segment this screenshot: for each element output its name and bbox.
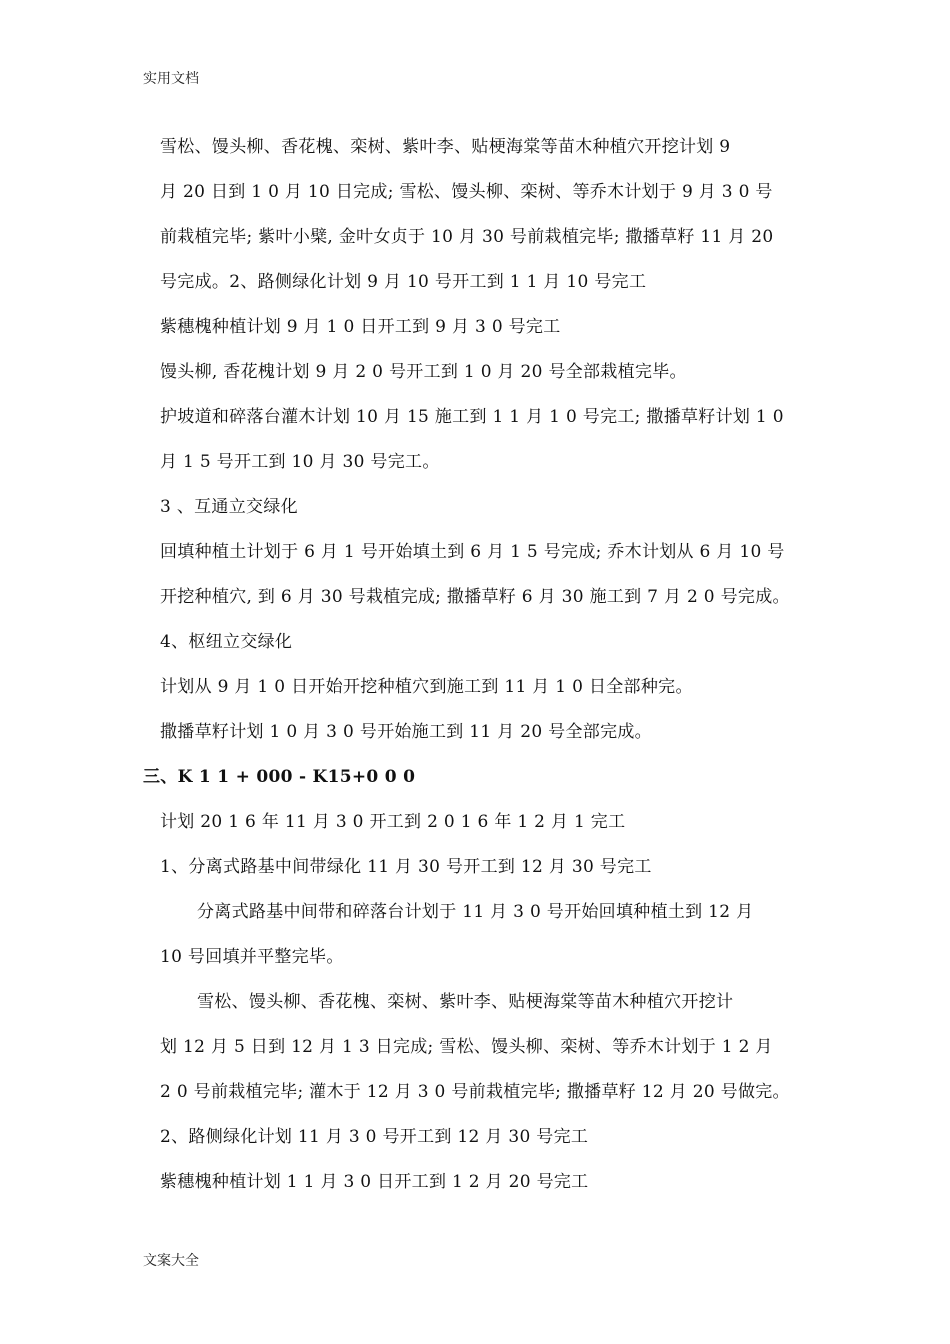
page-footer: 文案大全 — [143, 1253, 199, 1269]
text-line: 雪松、馒头柳、香花槐、栾树、紫叶李、贴梗海棠等苗木种植穴开挖计 — [197, 992, 734, 1012]
subsection-heading: 2、路侧绿化计划 11 月 3 0 号开工到 12 月 30 号完工 — [160, 1127, 589, 1147]
text-line: 前栽植完毕; 紫叶小檗, 金叶女贞于 10 月 30 号前栽植完毕; 撒播草籽 11 月 20 — [160, 227, 774, 247]
text-line: 号完成。2、路侧绿化计划 9 月 10 号开工到 1 1 月 10 号完工 — [160, 272, 647, 292]
text-line: 撒播草籽计划 1 0 月 3 0 号开始施工到 11 月 20 号全部完成。 — [160, 722, 652, 742]
section-heading: 三、K 1 1 + 000 - K15+0 0 0 — [143, 767, 416, 787]
text-line: 计划 20 1 6 年 11 月 3 0 开工到 2 0 1 6 年 1 2 月 1 完工 — [160, 812, 626, 832]
text-line: 紫穗槐种植计划 1 1 月 3 0 日开工到 1 2 月 20 号完工 — [160, 1172, 589, 1192]
text-line: 回填种植土计划于 6 月 1 号开始填土到 6 月 1 5 号完成; 乔木计划从 6 月 10 号 — [160, 542, 785, 562]
text-line: 开挖种植穴, 到 6 月 30 号栽植完成; 撒播草籽 6 月 30 施工到 7 月 2 0 号完成。 — [160, 587, 790, 607]
subsection-heading: 4、枢纽立交绿化 — [160, 632, 293, 652]
text-line: 划 12 月 5 日到 12 月 1 3 日完成; 雪松、馒头柳、栾树、等乔木计划于 1 2 月 — [160, 1037, 773, 1057]
text-line: 计划从 9 月 1 0 日开始开挖种植穴到施工到 11 月 1 0 日全部种完。 — [160, 677, 693, 697]
text-line: 2 0 号前栽植完毕; 灌木于 12 月 3 0 号前栽植完毕; 撒播草籽 12 月 20 号做完。 — [160, 1082, 790, 1102]
page-header: 实用文档 — [143, 71, 199, 87]
text-line: 护坡道和碎落台灌木计划 10 月 15 施工到 1 1 月 1 0 号完工; 撒播草籽计划 1 0 — [160, 407, 784, 427]
text-line: 分离式路基中间带和碎落台计划于 11 月 3 0 号开始回填种植土到 12 月 — [197, 902, 754, 922]
text-line: 紫穗槐种植计划 9 月 1 0 日开工到 9 月 3 0 号完工 — [160, 317, 561, 337]
text-line: 月 20 日到 1 0 月 10 日完成; 雪松、馒头柳、栾树、等乔木计划于 9 月 3 0 号 — [160, 182, 773, 202]
subsection-heading: 3 、互通立交绿化 — [160, 497, 298, 517]
text-line: 雪松、馒头柳、香花槐、栾树、紫叶李、贴梗海棠等苗木种植穴开挖计划 9 — [160, 137, 731, 157]
text-line: 10 号回填并平整完毕。 — [160, 947, 344, 967]
subsection-heading: 1、分离式路基中间带绿化 11 月 30 号开工到 12 月 30 号完工 — [160, 857, 652, 877]
text-line: 馒头柳, 香花槐计划 9 月 2 0 号开工到 1 0 月 20 号全部栽植完毕。 — [160, 362, 687, 382]
text-line: 月 1 5 号开工到 10 月 30 号完工。 — [160, 452, 440, 472]
